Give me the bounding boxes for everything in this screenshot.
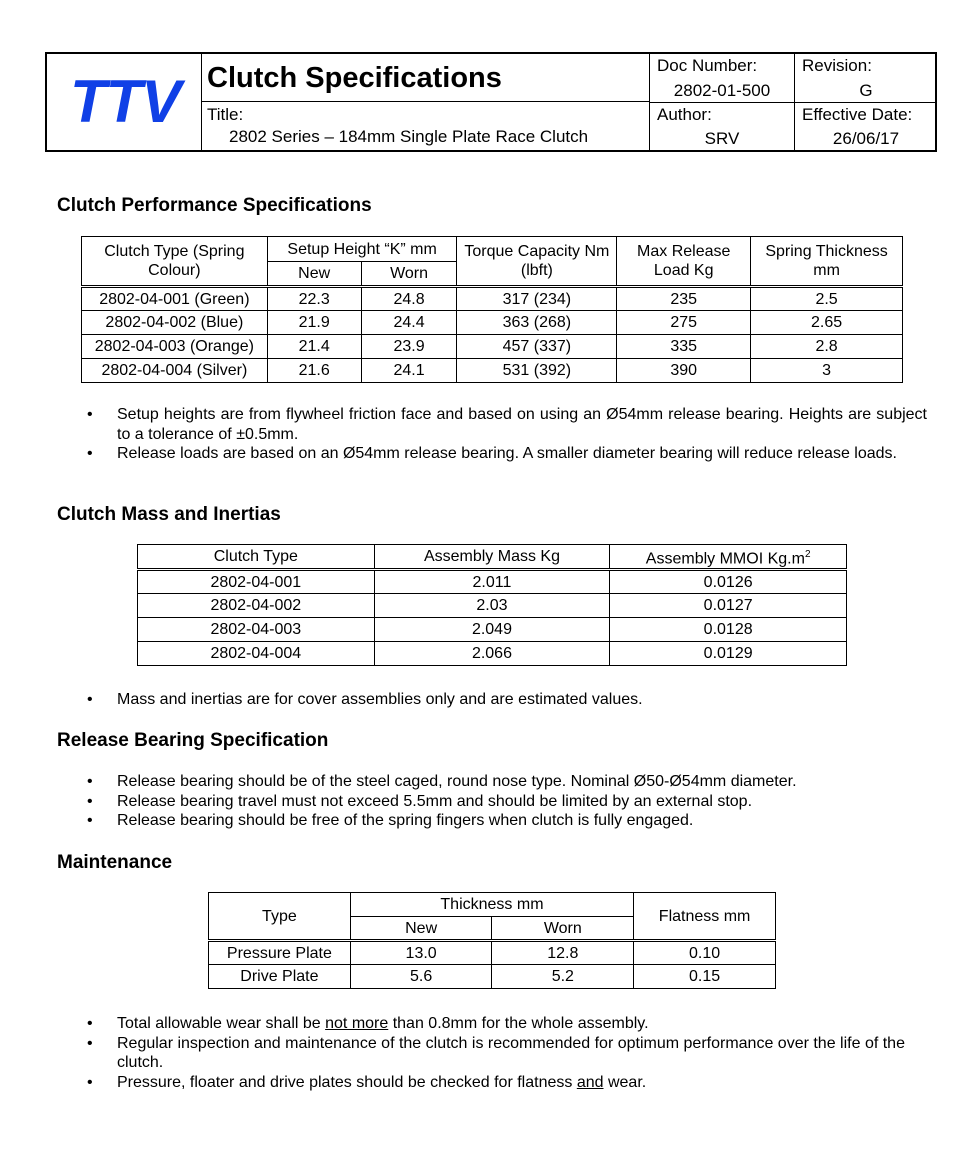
title-value: 2802 Series – 184mm Single Plate Race Clutch: [229, 127, 589, 146]
cell-mmoi: 0.0128: [610, 618, 847, 642]
cell-new: 22.3: [267, 287, 361, 311]
cell-new: 21.9: [267, 311, 361, 335]
header-new: New: [350, 917, 492, 941]
header-clutch-type: Clutch Type (Spring Colour): [82, 237, 268, 287]
cell-type: 2802-04-002 (Blue): [82, 311, 268, 335]
list-item: • Setup heights are from flywheel friction face and based on using an Ø54mm release bearing. Heights are subject to a tolerance of ±0.5mm.: [87, 405, 927, 444]
list-item: [87, 1014, 909, 1034]
cell-release: 390: [617, 359, 751, 383]
mass-heading: Clutch Mass and Inertias: [57, 504, 281, 525]
cell-worn: 24.8: [361, 287, 457, 311]
cell-mass: 2.03: [374, 594, 610, 618]
mass-table: [137, 544, 847, 666]
cell-spring: 2.65: [751, 311, 903, 335]
effective-date-label: Effective Date:: [795, 102, 937, 126]
header-torque: Torque Capacity Nm (lbft): [457, 237, 617, 287]
performance-table: [81, 236, 903, 383]
cell-new: 21.4: [267, 335, 361, 359]
list-item: • Release bearing travel must not exceed 5.5mm and should be limited by an external stop.: [87, 792, 927, 812]
cell-torque: 531 (392): [457, 359, 617, 383]
cell-type: 2802-04-003 (Orange): [82, 335, 268, 359]
cell-new: 13.0: [350, 941, 492, 965]
list-item: • Release bearing should be free of the spring fingers when clutch is fully engaged.: [87, 811, 927, 831]
cell-flatness: 0.15: [634, 965, 776, 989]
cell-worn: 24.1: [361, 359, 457, 383]
maintenance-notes: [87, 1014, 909, 1092]
header-spring-thickness: Spring Thickness mm: [751, 237, 903, 287]
title-label: Title:: [207, 105, 244, 124]
ttv-logo: TTV: [70, 68, 181, 135]
list-item: • Mass and inertias are for cover assemblies only and are estimated values.: [87, 690, 927, 710]
cell-mmoi: 0.0129: [610, 642, 847, 666]
cell-flatness: 0.10: [634, 941, 776, 965]
page-title: Clutch Specifications: [202, 54, 649, 102]
list-item: • Release loads are based on an Ø54mm release bearing. A smaller diameter bearing will reduce release loads.: [87, 444, 927, 464]
maintenance-table: [208, 892, 776, 989]
revision-value: G: [859, 81, 873, 100]
table-row: [209, 941, 776, 965]
table-row: [82, 287, 903, 311]
doc-number-label: Doc Number:: [657, 56, 758, 75]
cell-mmoi: 0.0127: [610, 594, 847, 618]
header-assembly-mmoi: [610, 545, 847, 570]
header-setup-height: Setup Height “K” mm: [267, 237, 457, 262]
header-release-load: Max Release Load Kg: [617, 237, 751, 287]
doc-number-value: 2802-01-500: [673, 81, 771, 100]
note-text: Total allowable wear shall be: [117, 1015, 326, 1032]
cell-worn: 24.4: [361, 311, 457, 335]
cell-worn: 12.8: [492, 941, 634, 965]
cell-new: 5.6: [350, 965, 492, 989]
revision-label: Revision:: [802, 56, 872, 75]
cell-torque: 457 (337): [457, 335, 617, 359]
maintenance-heading: Maintenance: [57, 852, 173, 873]
list-item: • Regular inspection and maintenance of the clutch is recommended for optimum performance over the life of the clutch.: [87, 1034, 909, 1073]
cell-release: 275: [617, 311, 751, 335]
cell-torque: 363 (268): [457, 311, 617, 335]
cell-type: 2802-04-001 (Green): [82, 287, 268, 311]
header-new: New: [267, 262, 361, 287]
header-worn: Worn: [361, 262, 457, 287]
cell-torque: 317 (234): [457, 287, 617, 311]
header-type: Type: [209, 893, 351, 941]
note-text: than 0.8mm for the whole assembly.: [388, 1015, 649, 1032]
doc-author-column: [649, 54, 794, 150]
bearing-heading: Release Bearing Specification: [57, 730, 329, 751]
cell-spring: 2.5: [751, 287, 903, 311]
revision-date-column: [794, 54, 937, 150]
list-item: [87, 1073, 909, 1093]
cell-worn: 23.9: [361, 335, 457, 359]
table-row: [82, 311, 903, 335]
cell-mmoi: 0.0126: [610, 570, 847, 594]
table-row: [138, 618, 847, 642]
table-row: [138, 570, 847, 594]
table-row: [82, 335, 903, 359]
logo-cell: [47, 54, 202, 150]
note-text: wear.: [603, 1073, 647, 1091]
note-text: Pressure, floater and drive plates should be checked for flatness: [117, 1073, 577, 1091]
note-emphasis: not more: [325, 1015, 389, 1032]
list-item: • Release bearing should be of the steel caged, round nose type. Nominal Ø50-Ø54mm diameter.: [87, 772, 927, 792]
table-row: [82, 359, 903, 383]
cell-release: 235: [617, 287, 751, 311]
cell-type: 2802-04-002: [138, 594, 375, 618]
cell-type: Drive Plate: [209, 965, 351, 989]
mmoi-superscript: 2: [804, 549, 811, 560]
cell-spring: 2.8: [751, 335, 903, 359]
cell-release: 335: [617, 335, 751, 359]
header-clutch-type: Clutch Type: [138, 545, 375, 570]
cell-spring: 3: [751, 359, 903, 383]
table-row: [138, 594, 847, 618]
document-header: [45, 52, 937, 152]
mass-notes: [87, 690, 927, 710]
cell-type: 2802-04-004: [138, 642, 375, 666]
cell-type: 2802-04-004 (Silver): [82, 359, 268, 383]
cell-mass: 2.011: [374, 570, 610, 594]
cell-mass: 2.066: [374, 642, 610, 666]
performance-notes: [87, 405, 927, 464]
header-thickness: Thickness mm: [350, 893, 633, 917]
performance-heading: Clutch Performance Specifications: [57, 195, 372, 216]
cell-mass: 2.049: [374, 618, 610, 642]
bearing-notes: [87, 772, 927, 831]
author-label: Author:: [650, 102, 794, 126]
note-emphasis: and: [576, 1073, 604, 1091]
cell-type: Pressure Plate: [209, 941, 351, 965]
mmoi-label: Assembly MMOI Kg.m: [645, 550, 805, 568]
cell-type: 2802-04-003: [138, 618, 375, 642]
author-value: SRV: [704, 129, 740, 148]
header-assembly-mass: Assembly Mass Kg: [374, 545, 610, 570]
table-row: [138, 642, 847, 666]
table-row: [209, 965, 776, 989]
header-flatness: Flatness mm: [634, 893, 776, 941]
cell-new: 21.6: [267, 359, 361, 383]
cell-worn: 5.2: [492, 965, 634, 989]
cell-type: 2802-04-001: [138, 570, 375, 594]
header-worn: Worn: [492, 917, 634, 941]
effective-date-value: 26/06/17: [832, 129, 900, 148]
